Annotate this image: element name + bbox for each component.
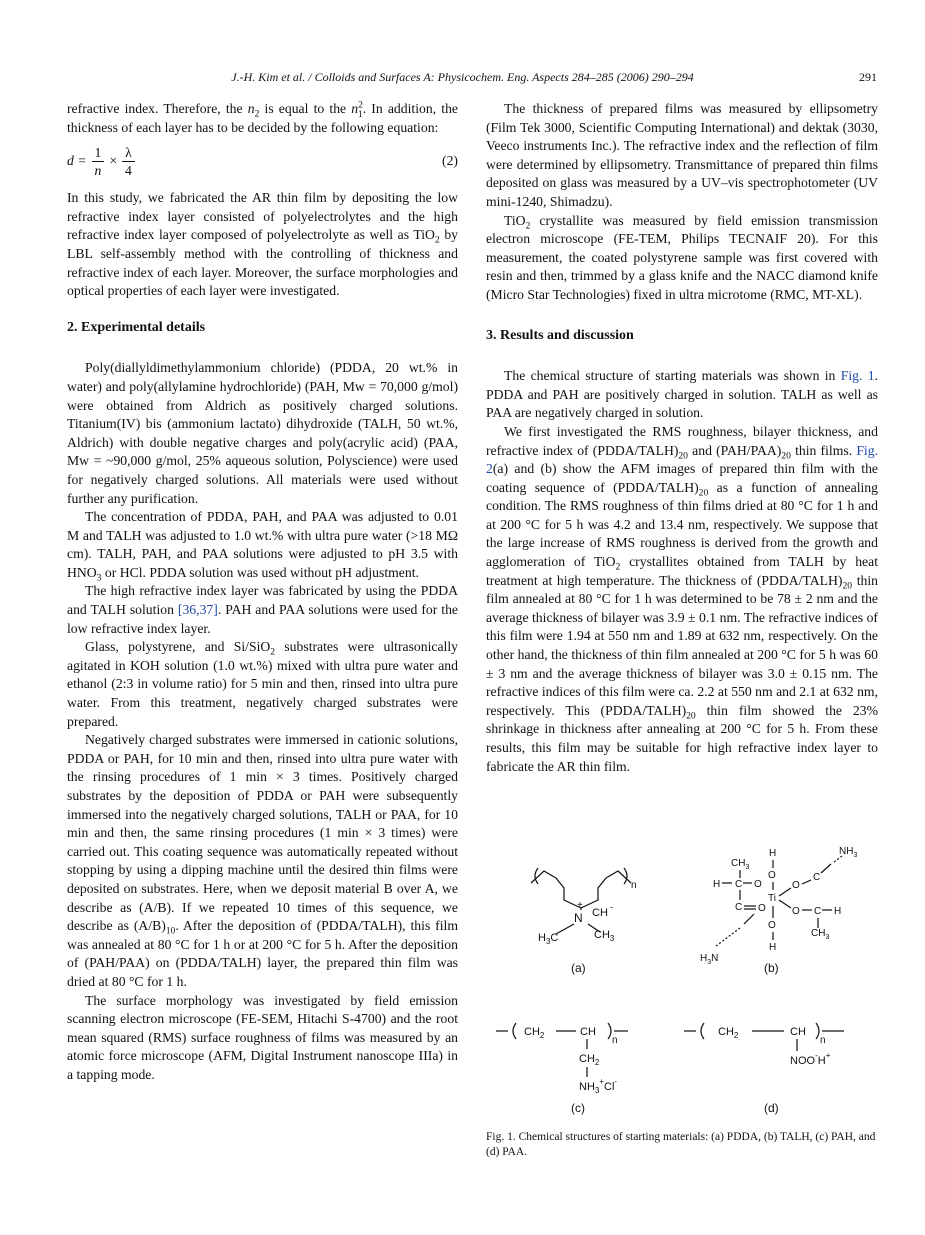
paragraph-materials: Poly(diallyldimethylammonium chloride) (PDDA, 20 wt.% in water) and poly(allylamine hydrochloride) (PAH, Mw = 70,000 g/mol) were obtained from Aldrich as positively charged solutions. Titanium(IV) bis (ammonium lactato) dihydroxide (TALH, 50 wt.%, Aldrich) with double negative charges and poly(acrylic acid) (PAA, Mw = ~90,000 g/mol, 25% aqueous solution, Polyscience) were used for negatively charged solutions. All materials were used without further any purification.	[67, 360, 458, 506]
svg-text:H3C: $H_3C$	[538, 932, 559, 946]
structure-pdda	[531, 868, 637, 975]
structure-pah	[496, 1023, 628, 1115]
svg-text:O: O	[768, 870, 776, 881]
svg-text:C: C	[813, 872, 821, 883]
figure-2-link[interactable]: Fig. 2	[486, 442, 878, 477]
paragraph-study: In this study, we fabricated the AR thin film by depositing the low refractive index layer consisted of polyelectrolytes and the high refractive index layer composed of polyelectrolyte as well as TiO$_2$ by LBL self-assembly method with the controlling of thickness and refractive index of each layer. Moreover, the surface morphologies and optical properties of each layer were investigated.	[67, 190, 459, 299]
svg-text:O: O	[768, 920, 776, 931]
svg-text:n: n	[612, 1035, 618, 1046]
svg-text:CH2: $CH_2$	[524, 1026, 545, 1040]
paragraph-high-index: The high refractive index layer was fabricated by using the PDDA and TALH solution [36,37]. PAH and PAA solutions were used for the low refractive index layer.	[67, 583, 458, 636]
svg-text:C: C	[814, 906, 822, 917]
paragraph-morphology: The surface morphology was investigated by field emission scanning electron microscope (FE-SEM, Hitachi S-4700) and the root mean squared (RMS) surface roughness of films was measured by an atomic force microscope (AFM, Digital Instrument nanoscope IIIa) in a tapping mode.	[67, 992, 458, 1082]
structure-talh	[700, 846, 857, 975]
svg-text:NH3+Cl-: $NH_3^+Cl^-$	[579, 1077, 618, 1095]
svg-text:H: H	[713, 879, 721, 890]
paragraph-tio2: TiO$_2$ crystallite was measured by field emission transmission electron microscope (FE-TEM, Philips TECNAIF 20). For this measurement, the coated polystyrene sample was first covered with resin and then, trimmed by a glass knife and the NACC diamond knife (Micro Star Technologies) fixed in ultra microtome (RMC, MT-XL).	[486, 212, 878, 302]
paragraph-structure: The chemical structure of starting materials was shown in Fig. 1. PDDA and PAH are positively charged in solution. TALH as well as PAA are negatively charged in solution.	[486, 368, 878, 421]
svg-text:CH3: $CH_3$	[811, 928, 830, 941]
figure-caption: Fig. 1. Chemical structures of starting materials: (a) PDDA, (b) TALH, (c) PAH, and (d) PAA.	[486, 1131, 876, 1158]
running-title: J.-H. Kim et al. / Colloids and Surfaces A: Physicochem. Eng. Aspects 284–285 (2006) 290–294	[231, 70, 694, 84]
figure-1-link[interactable]: Fig. 1	[840, 368, 875, 384]
paragraph-intro: refractive index. Therefore, the $n_2$ is equal to the $n^2_1$. In addition, the thickness of each layer has to be decided by the following equation:	[67, 99, 459, 135]
svg-text:H: H	[769, 942, 777, 953]
svg-text:CH: CH	[592, 907, 608, 919]
label-d: (d)	[764, 1101, 779, 1115]
svg-text:CH2: $CH_2$	[579, 1053, 600, 1067]
label-c: (c)	[571, 1101, 585, 1115]
svg-text:C: C	[735, 902, 743, 913]
svg-text:NOO-H+: NOO-H+	[790, 1051, 831, 1067]
right-column	[486, 100, 878, 776]
svg-text:C: C	[735, 879, 743, 890]
svg-text:n: n	[631, 880, 637, 891]
equation-number: (2)	[442, 152, 458, 168]
svg-text:CH3: $CH_3$	[731, 858, 750, 871]
equation-2: d = $\frac{1}{n}$ × $\frac{\lambda}{4}$ (2)	[67, 144, 458, 178]
svg-text:N: N	[574, 911, 583, 925]
left-column	[67, 100, 458, 1085]
page-number: 291	[859, 70, 877, 84]
svg-text:O: O	[792, 880, 800, 891]
svg-text:H: H	[834, 906, 842, 917]
svg-text:H: H	[769, 848, 777, 859]
svg-text:H3N: $H_3N$	[700, 953, 719, 966]
svg-text:CH: CH	[790, 1026, 806, 1038]
svg-text:NH3: $NH_3$	[839, 846, 858, 859]
svg-text:n: n	[820, 1035, 826, 1046]
paragraph-substrates: Glass, polystyrene, and Si/SiO$_2$ substrates were ultrasonically agitated in KOH solution (1.0 wt.%) mixed with ultra pure water and ethanol (2:3 in volume ratio) for 5 min and then, rinsed into ultra pure water. From this treatment, negatively charged substrates were prepared.	[67, 639, 458, 729]
structure-paa	[684, 1023, 844, 1115]
svg-text:O: O	[792, 906, 800, 917]
section-heading-results: 3. Results and discussion	[486, 327, 634, 343]
citation-link[interactable]: [36,37]	[177, 602, 218, 618]
figure-1	[486, 838, 878, 1128]
label-a: (a)	[571, 961, 586, 975]
paragraph-thickness: The thickness of prepared films was measured by ellipsometry (Film Tek 3000, Scientific Computing International) and dektak (3030, Veeco instruments Inc.). The refractive index and the reflection of film were determined by ellipsometry. Transmittance of prepared thin films deposited on glass was measured by a UV–vis spectrophotometer (UV mini-1240, Shimadzu).	[486, 101, 878, 209]
svg-text:O: O	[758, 903, 766, 914]
svg-text:-: -	[610, 902, 613, 912]
svg-text:CH2: $CH_2$	[718, 1026, 739, 1040]
svg-text:CH3: $CH_3$	[594, 929, 615, 943]
svg-text:O: O	[754, 879, 762, 890]
label-b: (b)	[764, 961, 779, 975]
paragraph-rms: We first investigated the RMS roughness, bilayer thickness, and refractive index of $(PDDA/TALH)_{20}$ and $(PAH/PAA)_{20}$ thin films. Fig. 2(a) and (b) show the AFM images of prepared thin film with the coating sequence of $(PDDA/TALH)_{20}$ as a function of annealing condition. The RMS roughness of thin films dried at 80 °C for 1 h and at 200 °C for 5 h was 4.2 and 13.4 nm, respectively. We suppose that the large increase of RMS roughness is derived from the growth and agglomeration of TiO$_2$ crystallites obtained from TALH by heat treatment at high temperature. The thickness of $(PDDA/TALH)_{20}$ thin film annealed at 80 °C for 1 h was determined to be 78 ± 2 nm and the average thickness of bilayer was 3.9 ± 0.1 nm. The refractive indices of this film were 1.94 at 550 nm and 1.89 at 632 nm, respectively. On the other hand, the thickness of thin film annealed at 200 °C for 5 h was 60 ± 3 nm and the average thickness of bilayer was 3.0 ± 0.15 nm. The refractive indices of this film were ca. 2.2 at 550 nm and 2.1 at 632 nm, respectively. This $(PDDA/TALH)_{20}$ thin film showed the 23% shrinkage in thickness after annealing at 200 °C for 5 h. From these results, this film may be suitable for high refractive index layer to fabricate the AR thin film.	[486, 423, 878, 774]
svg-text:Ti: Ti	[768, 893, 776, 904]
svg-text:CH: CH	[580, 1026, 596, 1038]
svg-text:+: +	[577, 900, 583, 911]
section-heading-experimental: 2. Experimental details	[67, 319, 206, 335]
paragraph-concentration: The concentration of PDDA, PAH, and PAA was adjusted to 0.01 M and TALH was adjusted to 1.0 wt.% with ultra pure water (>18 MΩ cm). TALH, PAH, and PAA solutions were adjusted to pH 3.5 with $HNO_3$ or HCl. PDDA solution was used without pH adjustment.	[67, 509, 458, 584]
paragraph-deposition: Negatively charged substrates were immersed in cationic solutions, PDDA or PAH, for 10 min and then, rinsed into ultra pure water with the rinsing procedures of 1 min × 3 times. Positively charged substrates by the deposition of PDDA or PAH were subsequently immersed into the negatively charged solutions, TALH or PAA, for 10 min and then, the same rinsing procedures (1 min × 3 times) were carried out. This coating sequence was automatically repeated without stopping by using a dipping machine until the desired thin films were deposited on substrates. Here, when we deposit material B over A, we describe as (A/B). If we repeated 10 times of this sequence, we describe as $(A/B)_{10}$. After the deposition of (PDDA/TALH), this film was annealed at 80 °C for 1 h or at 200 °C for 5 h. After the deposition of (PAH/PAA) on (PDDA/TALH) layer, the prepared thin film was dried at 80 °C for 1 h.	[67, 732, 458, 989]
